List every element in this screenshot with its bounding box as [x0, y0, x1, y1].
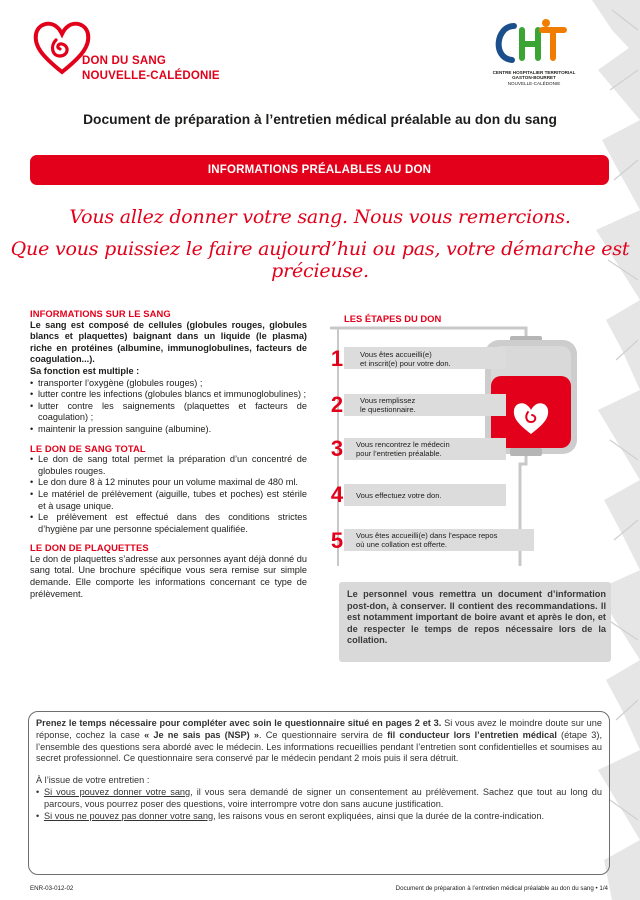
list-item: • lutter contre les saignements (plaquettes et facteurs de coagulation) ;: [30, 401, 307, 424]
section-banner: INFORMATIONS PRÉALABLES AU DON: [30, 155, 609, 185]
step-text: Vous remplissez le questionnaire.: [360, 396, 416, 415]
sang-fonction-list: [30, 378, 307, 436]
plaquettes-text: Le don de plaquettes s’adresse aux personnes ayant déjà donné du sang total. Une brochure spécifique vous sera remise sur simple demande. Elle comporte les informations concernant ce type de prélèvement.: [30, 553, 307, 599]
don-du-sang-logo: [32, 18, 232, 88]
hospital-line3: NOUVELLE-CALÉDONIE: [507, 80, 561, 86]
step-text: Vous rencontrez le médecin pour l’entretien préalable.: [356, 440, 450, 459]
page-footer: Document de préparation à l’entretien médical préalable au don du sang • 1/4: [395, 885, 608, 892]
step-number: 2: [330, 392, 344, 417]
step-number: 1: [330, 346, 344, 371]
section-heading-plaquettes: LE DON DE PLAQUETTES: [30, 542, 149, 554]
list-item: • Le prélèvement est effectué dans des conditions strictes d’hygiène par une personne spécialement qualifiée.: [30, 512, 307, 535]
page-title: Document de préparation à l’entretien médical préalable au don du sang: [83, 112, 557, 127]
list-item: • Le don de sang total permet la préparation d’un concentré de globules rouges.: [30, 454, 307, 477]
step-number: 5: [330, 528, 344, 553]
steps-diagram: [330, 326, 610, 566]
document-code: ENR-03-012-02: [30, 885, 74, 892]
cht-logo-icon: [484, 18, 584, 68]
note-paragraph: Prenez le temps nécessaire pour compléter avec soin le questionnaire situé en pages 2 et 3. Si vous avez le moindre doute sur une réponse, cochez la case « Je ne sais pas (NSP) ». Ce questionnaire servira de fil conducteur lors l’entretien médical (étape 3), l’ensemble des questions sera abordé avec le médecin. Les informations recueillies pendant l’entretien sont confidentielles et soumises au secret professionnel. Ce questionnaire sera conservé par le médecin pendant 2 mois puis il sera détruit.: [36, 718, 602, 764]
sang-intro: Le sang est composé de cellules (globules rouges, globules blancs et plaquettes) baignant dans un liquide (le plasma) riche en protéines (albumine, immunoglobulines, facteurs de coagulation...).: [30, 319, 307, 365]
list-item: • Le matériel de prélèvement (aiguille, tubes et poches) est stérile et à usage unique.: [30, 489, 307, 512]
brand-line1: DON DU SANG: [82, 55, 166, 67]
thanks-line1: Vous allez donner votre sang. Nous vous remercions.: [69, 206, 571, 228]
step-text: Vous êtes accueilli(e) dans l’espace repos où une collation est offerte.: [356, 531, 498, 550]
questionnaire-note: [28, 711, 610, 875]
step-text: Vous êtes accueilli(e) et inscrit(e) pour votre don.: [360, 350, 451, 369]
list-item: • Si vous ne pouvez pas donner votre sang, les raisons vous en seront expliquées, ainsi que la durée de la contre-indication.: [36, 811, 602, 823]
brand-line2: NOUVELLE-CALÉDONIE: [82, 70, 220, 82]
don-total-list: [30, 454, 307, 535]
list-item: • transporter l’oxygène (globules rouges) ;: [30, 378, 307, 390]
steps-heading: LES ÉTAPES DU DON: [344, 313, 442, 324]
hospital-line1: CENTRE HOSPITALIER TERRITORIAL: [492, 70, 576, 75]
hospital-line2: GASTON-BOURRET: [512, 75, 556, 81]
list-item: • lutter contre les infections (globules blancs et immunoglobulines) ;: [30, 389, 307, 401]
list-item: • Si vous pouvez donner votre sang, il vous sera demandé de signer un consentement au prélèvement. Sachez que tout au long du parcours, vous pourrez poser des questions, voire interrompre votre don sans aucune justification.: [36, 787, 602, 811]
post-don-info: Le personnel vous remettra un document d’information post-don, à conserver. Il contient des recommandations. Il est notamment important de boire avant et après le don, et de respecter le temps de repos nécessaire lors de la collation.: [339, 582, 611, 662]
step-number: 4: [330, 482, 344, 507]
left-column: [30, 308, 307, 600]
section-heading-sang: INFORMATIONS SUR LE SANG: [30, 308, 171, 319]
note-issue: À l’issue de votre entretien :: [36, 775, 150, 786]
note-list: [36, 787, 602, 822]
step-number: 3: [330, 436, 344, 461]
step-text: Vous effectuez votre don.: [356, 491, 442, 500]
list-item: • Le don dure 8 à 12 minutes pour un volume maximal de 480 ml.: [30, 477, 307, 489]
sang-fonction: Sa fonction est multiple :: [30, 365, 140, 376]
list-item: • maintenir la pression sanguine (albumine).: [30, 424, 307, 436]
thanks-line2: Que vous puissiez le faire aujourd’hui ou pas, votre démarche est précieuse.: [10, 238, 630, 282]
section-heading-don-total: LE DON DE SANG TOTAL: [30, 442, 146, 454]
cht-logo: [484, 18, 594, 98]
